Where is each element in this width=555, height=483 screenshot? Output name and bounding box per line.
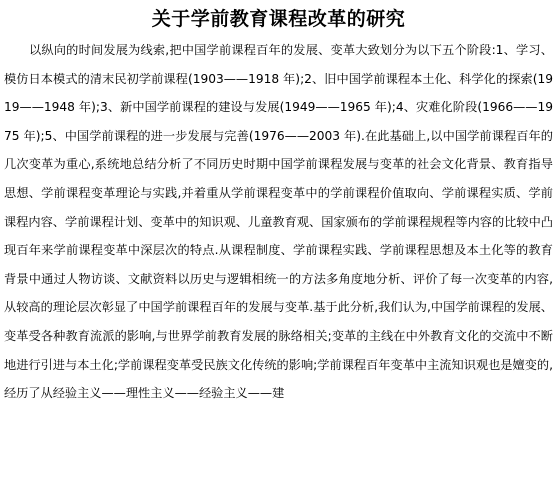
document-title: 关于学前教育课程改革的研究 (151, 8, 406, 30)
document-body-paragraph: 以纵向的时间发展为线索,把中国学前课程百年的发展、变革大致划分为以下五个阶段:1、学习、模仿日本模式的清末民初学前课程(1903——1918 年);2、旧中国学前课程本土化、科学化的探索(1919——1948 年);3、新中国学前课程的建设与发展(1949——1965 年);4、灾难化阶段(1966——1975 年);5、中国学前课程的进一步发展与完善(1976——2003 年).在此基础上,以中国学前课程百年的几次变革为重心,系统地总结分析了不同历史时期中国学前课程发展与变革的社会文化背景、教育指导思想、学前课程变革理论与实践,并着重从学前课程变革中的学前课程价值取向、学前课程实质、学前课程内容、学前课程计划、变革中的知识观、儿童教育观、国家颁布的学前课程规程等内容的比较中凸现百年来学前课程变革中深层次的特点.从课程制度、学前课程实践、学前课程思想及本土化等的教育背景中通过人物访谈、文献资料以历史与逻辑相统一的方法多角度地分析、评价了每一次变革的内容,从较高的理论层次彰显了中国学前课程百年的发展与变革.基于此分析,我们认为,中国学前课程的发展、变革受各种教育流派的影响,与世界学前教育发展的脉络相关;变革的主线在中外教育文化的交流中不断地进行引进与本土化;学前课程变革受民族文化传统的影响;学前课程百年变革中主流知识观也是嬗变的,经历了从经验主义——理性主义——经验主义——建 (4, 43, 553, 401)
